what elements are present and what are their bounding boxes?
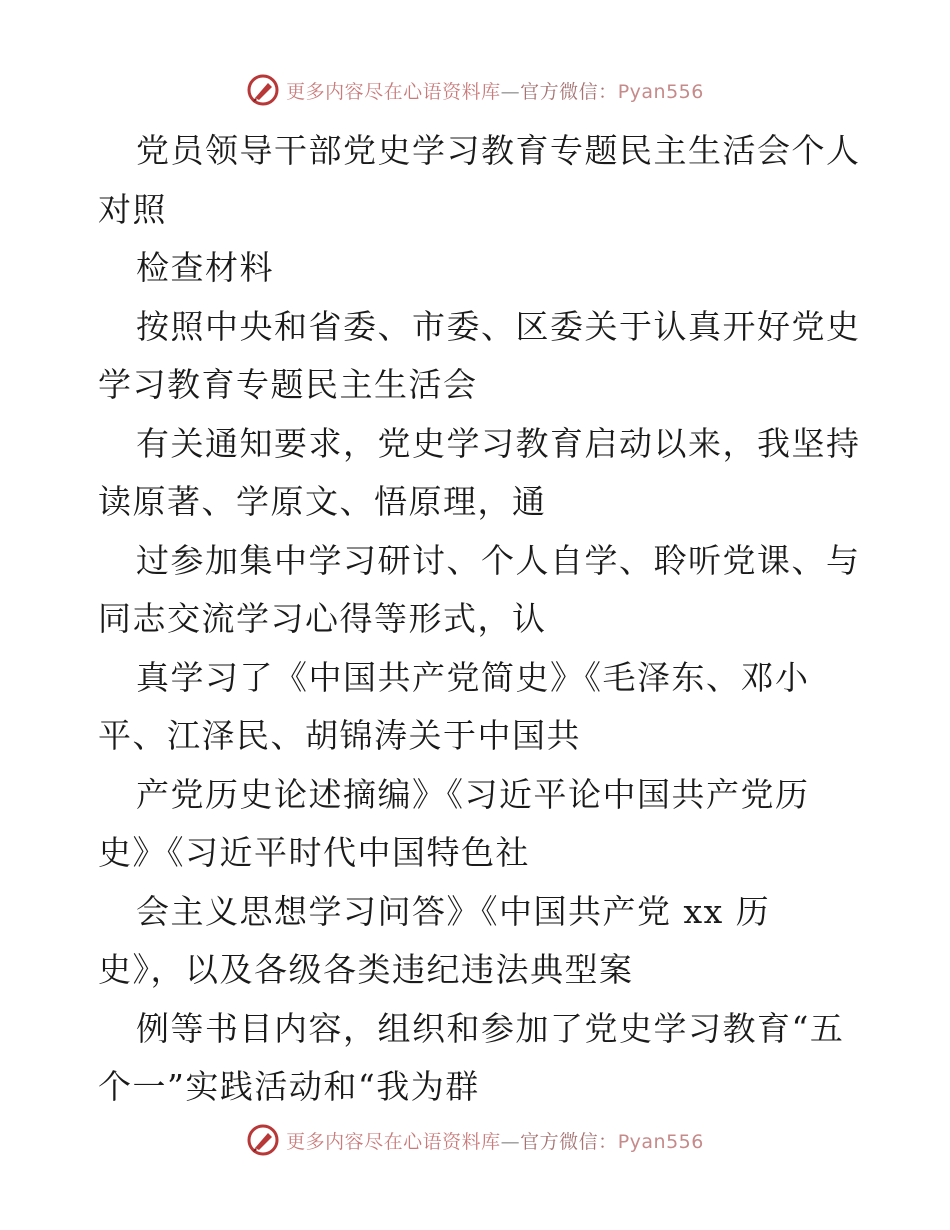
pen-nib-logo-icon xyxy=(246,73,280,107)
watermark-separator: — xyxy=(500,80,521,103)
footer-watermark xyxy=(0,1120,950,1160)
watermark-text xyxy=(286,1127,704,1154)
text-line: 有关通知要求，党史学习教育启动以来，我坚持 xyxy=(136,423,861,463)
document-body xyxy=(98,122,861,1117)
text-line: 同志交流学习心得等形式，认 xyxy=(98,599,547,638)
watermark-title: 更多内容尽在心语资料库 xyxy=(286,1130,501,1153)
text-line: 产党历史论述摘编》《习近平论中国共产党历 xyxy=(136,774,810,814)
text-line: 读原著、学原文、悟原理，通 xyxy=(98,482,547,521)
watermark-wechat-id: Pyan556 xyxy=(617,1130,704,1153)
text-line: 过参加集中学习研讨、个人自学、聆听党课、与 xyxy=(136,540,861,580)
watermark-wechat-id: Pyan556 xyxy=(617,80,704,103)
text-line: 例等书目内容，组织和参加了党史学习教育“五 xyxy=(136,1008,845,1048)
watermark-title: 更多内容尽在心语资料库 xyxy=(286,80,501,103)
text-line: 党员领导干部党史学习教育专题民主生活会个人 xyxy=(136,131,861,170)
text-line: 学习教育专题民主生活会 xyxy=(98,365,478,404)
pen-nib-logo-icon xyxy=(246,1123,280,1157)
watermark-text xyxy=(286,77,704,104)
text-line: 平、江泽民、胡锦涛关于中国共 xyxy=(98,716,581,755)
header-watermark xyxy=(0,70,950,110)
text-line: 个一”实践活动和“我为群 xyxy=(98,1067,480,1106)
text-line: 检查材料 xyxy=(136,248,274,287)
watermark-label: 官方微信： xyxy=(520,1130,618,1153)
text-line: 会主义思想学习问答》《中国共产党 xx 历 xyxy=(136,891,771,931)
text-line: 对照 xyxy=(98,189,167,229)
text-line: 真学习了《中国共产党简史》《毛泽东、邓小 xyxy=(136,657,810,697)
text-line: 按照中央和省委、市委、区委关于认真开好党史 xyxy=(136,306,861,346)
text-line: 史》《习近平时代中国特色社 xyxy=(98,833,530,872)
watermark-label: 官方微信： xyxy=(520,80,618,103)
text-line: 史》，以及各级各类违纪违法典型案 xyxy=(98,950,634,989)
watermark-separator: — xyxy=(500,1130,521,1153)
